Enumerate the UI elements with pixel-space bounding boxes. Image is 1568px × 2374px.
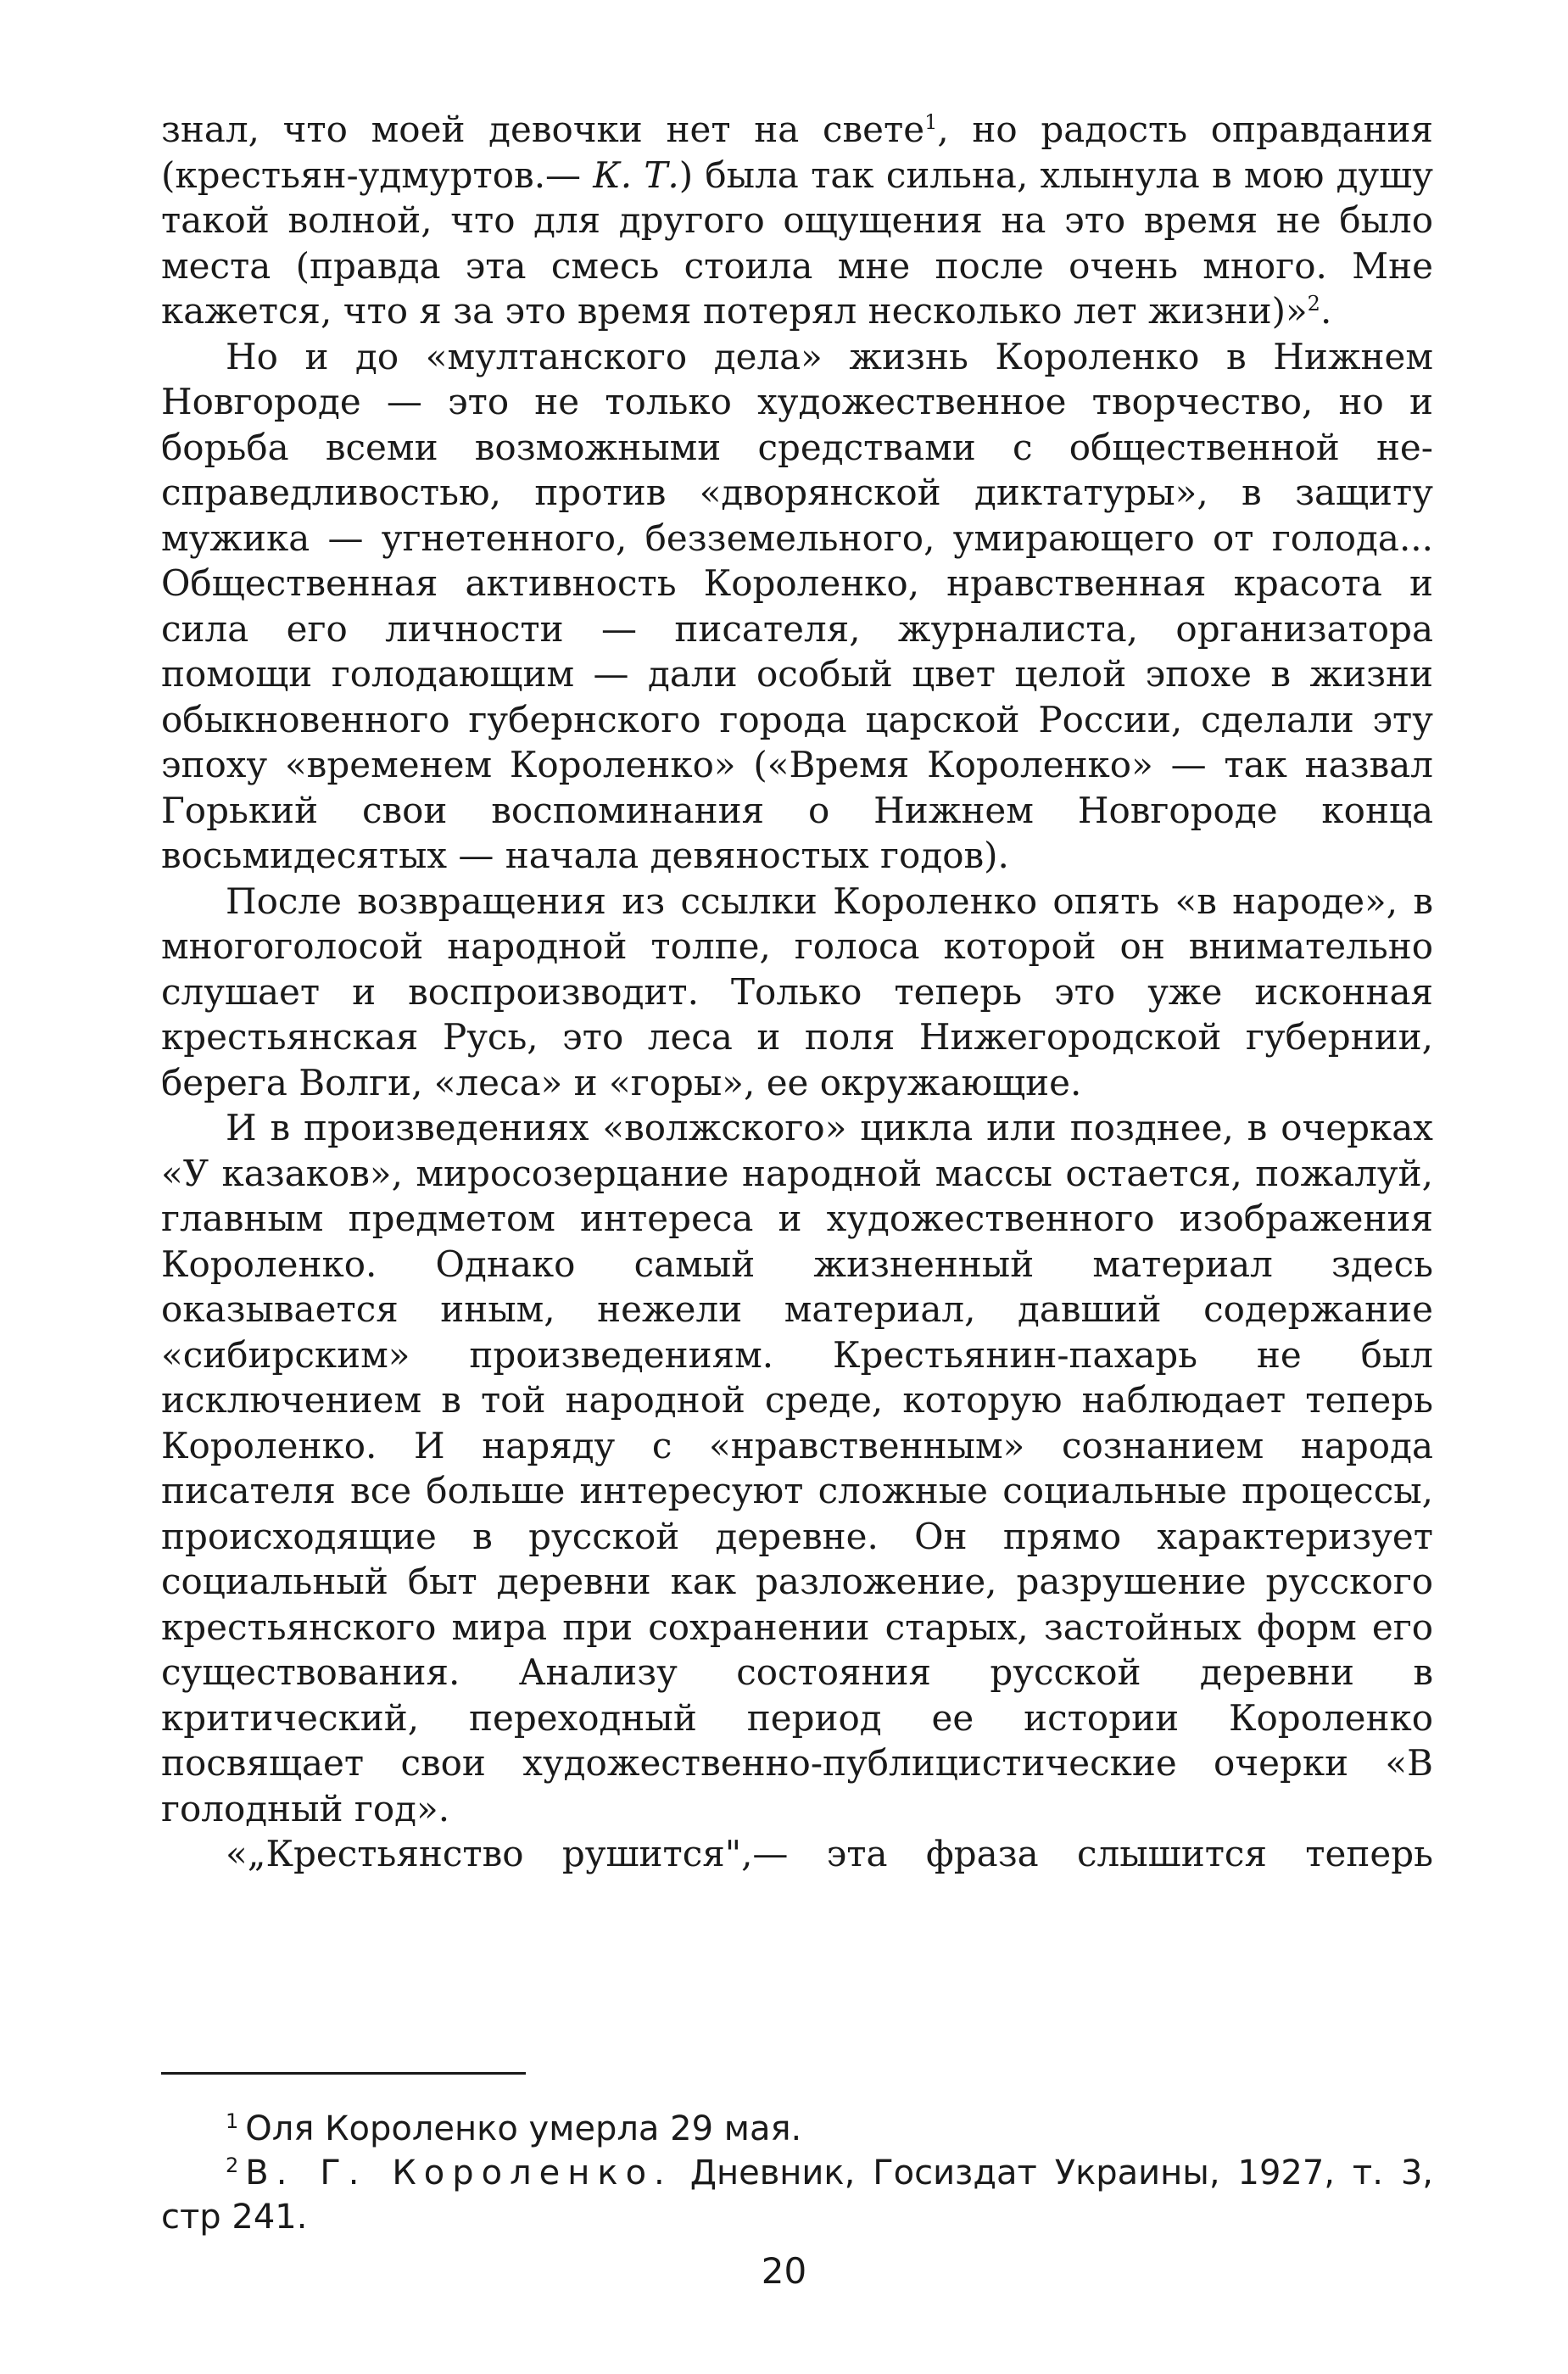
footnote-1 (161, 2107, 1433, 2151)
footnote-2-text: Дневник, Госиздат Украины, 1927, т. 3, стр 241. (161, 2153, 1433, 2237)
main-text (161, 107, 1433, 1877)
paragraph-1-before: знал, что моей девочки нет на свете (161, 109, 925, 150)
paragraph-3: После возвращения из ссылки Короленко опять «в народе», в многоголосой народной толпе, голоса которой он внимательно слушает и воспроизводит. Только теперь это уже исконная крестьянская Русь, это леса и поля Нижегородской губернии, берега Волги, «леса» и «горы», ее окружающие. (161, 880, 1433, 1103)
footnotes (161, 2107, 1433, 2239)
page-number: 20 (761, 2250, 807, 2292)
footnote-2-author: В. Г. Короленко. (245, 2153, 672, 2192)
paragraph-5: «„Крестьянство рушится",— эта фраза слышится теперь (226, 1833, 1433, 1874)
initials-italic: К. Т. (593, 154, 679, 196)
paragraph-2: Но и до «мултанского дела» жизнь Короленко в Нижнем Новгороде — это не только художественное творчество, но и борьба всеми возможными средствами с общественной несправедливостью, против «дворянской диктатуры», в защиту мужика — угнетенного, безземельного, умирающего от голода... Общественная активность Короленко, нравственная красота и сила его личности — писателя, журналиста, организатора помощи голодающим — дали особый цвет целой эпохе в жизни обыкновенного губернского города царской России, сделали эту эпоху «временем Короленко» («Время Короленко» — так назвал Горький свои воспоминания о Нижнем Новгороде конца восьмидесятых — начала девяностых годов). (161, 335, 1433, 876)
paragraph-1-tail: ) была так сильна, хлынула в мою душу такой волной, что для другого ощущения на это время не было места (правда эта смесь стоила мне после очень много. Мне кажется, что я за это время потерял несколько лет жизни)» (161, 154, 1434, 332)
paragraph-1-end: . (1320, 290, 1332, 332)
footnote-2-mark: 2 (226, 2153, 239, 2177)
footnote-1-mark: 1 (226, 2109, 239, 2133)
footnote-ref-1: 1 (924, 110, 938, 134)
footnote-ref-2: 2 (1307, 292, 1320, 316)
footnote-2 (161, 2151, 1433, 2239)
paragraph-1-after: , но радость оправдания (крестьян-удмуртов.— (161, 109, 1433, 196)
footnote-1-text: Оля Короленко умерла 29 мая. (245, 2109, 802, 2148)
paragraph-1 (161, 107, 1433, 334)
footnote-divider (161, 2072, 526, 2075)
paragraph-4: И в произведениях «волжского» цикла или позднее, в очерках «У казаков», миросозерцание народной массы остается, пожалуй, главным предметом интереса и художественного изображения Короленко. Однако самый жизненный материал здесь оказывается иным, нежели материал, давший содержание «сибирским» произведениям. Крестьянин-пахарь не был исключением в той народной среде, которую наблюдает теперь Короленко. И наряду с «нравственным» сознанием народа писателя все больше интересуют сложные социальные процессы, происходящие в русской деревне. Он прямо характеризует социальный быт деревни как разложение, разрушение русского крестьянского мира при сохранении старых, застойных форм его существования. Анализу состояния русской деревни в критический, переходный период ее истории Короленко посвящает свои художественно-публицистические очерки «В голодный год». (161, 1107, 1433, 1829)
